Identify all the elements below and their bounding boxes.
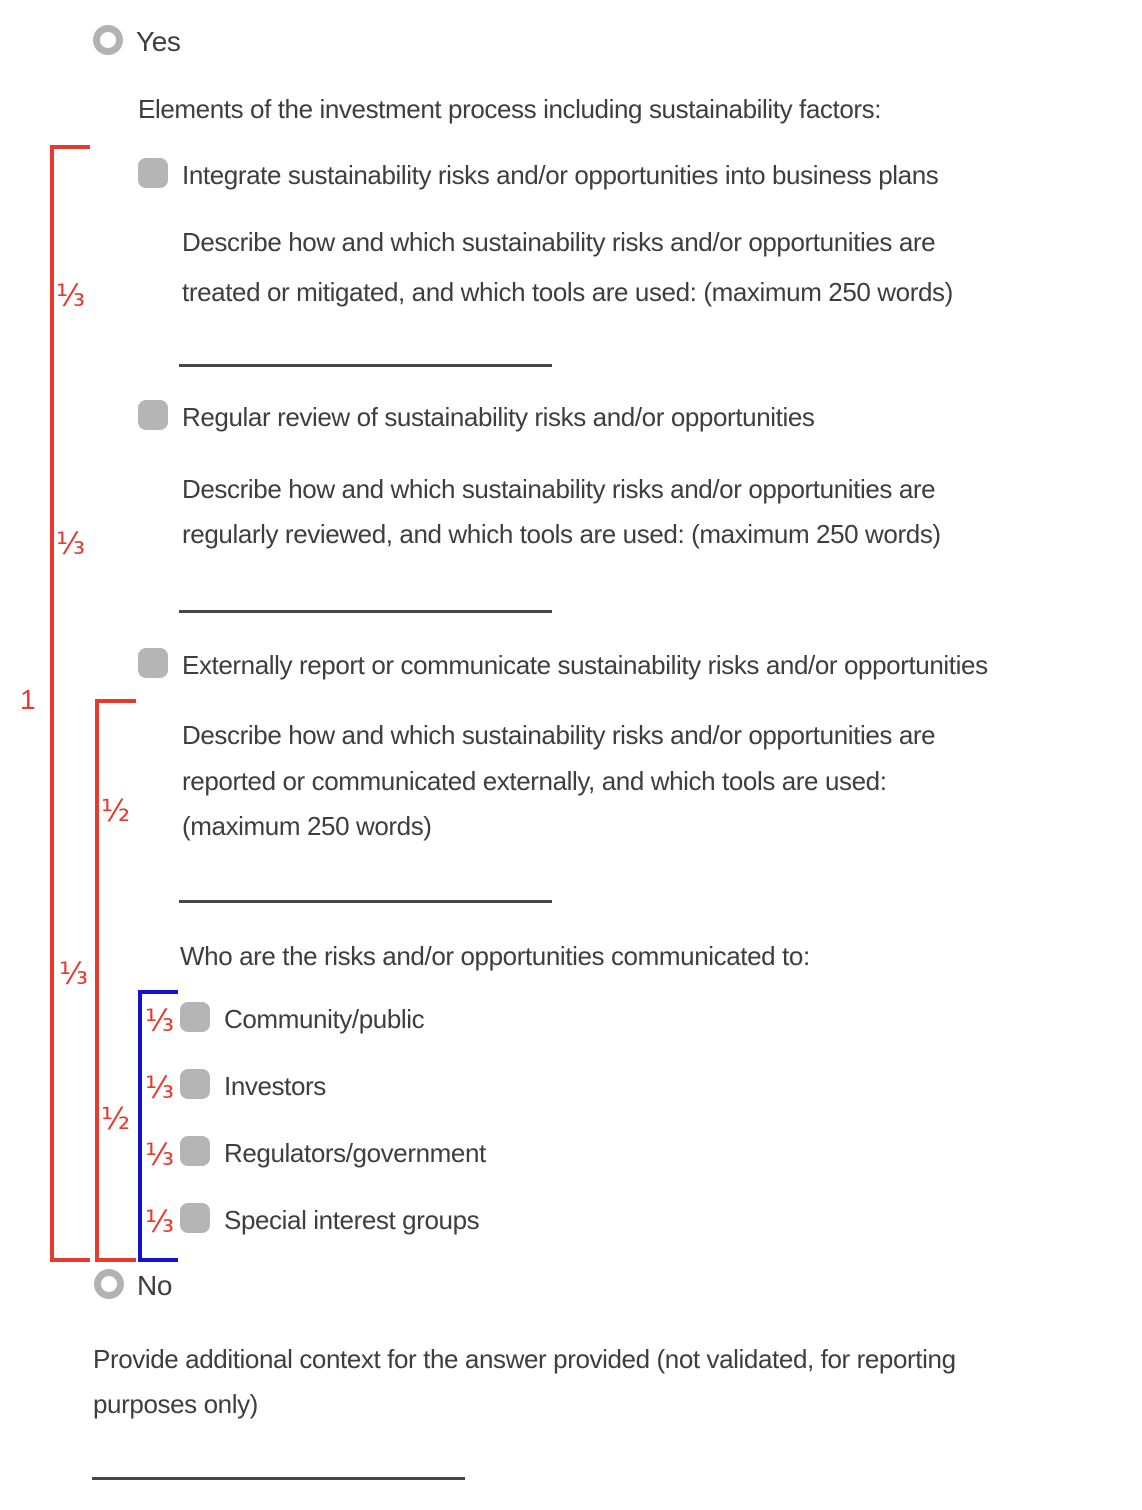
integrate-description-line-2: treated or mitigated, and which tools are used: (maximum 250 words) [182,277,953,307]
no-radio[interactable] [94,1269,124,1299]
checkbox-community-public[interactable] [180,1002,210,1032]
externally-report-description-line-2: reported or communicated externally, and which tools are used: [182,766,887,796]
checkbox-regulators-government-label: Regulators/government [224,1138,486,1168]
yes-radio-label: Yes [136,26,181,57]
externally-report-description-line-1: Describe how and which sustainability risks and/or opportunities are [182,720,936,750]
blue-bracket-line [138,990,142,1262]
externally-report-description-line-3: (maximum 250 words) [182,811,432,841]
checkbox-regular-review[interactable] [138,400,168,430]
additional-context-text-line-1: Provide additional context for the answer provided (not validated, for reporting [93,1344,956,1374]
checkbox-community-public-label: Community/public [224,1004,425,1034]
checkbox-investors[interactable] [180,1069,210,1099]
intro-text: Elements of the investment process including sustainability factors: [138,94,882,124]
checkbox-externally-report[interactable] [138,648,168,678]
regulators-weight-label: ⅓ [145,1138,175,1173]
checkbox-regulators-government[interactable] [180,1136,210,1166]
blue-bracket-top-arm [138,990,178,994]
checkbox-regular-review-label: Regular review of sustainability risks and/or opportunities [182,402,815,432]
outer-red-bracket-line [50,145,54,1262]
inner-red-bracket-bottom-arm [95,1258,136,1262]
who-question-text: Who are the risks and/or opportunities communicated to: [180,941,810,971]
regular-review-description-line-1: Describe how and which sustainability risks and/or opportunities are [182,474,936,504]
total-weight-label: 1 [20,684,36,715]
externally-report-weight-label: ⅓ [59,957,89,992]
checkbox-investors-label: Investors [224,1071,326,1101]
additional-context-input-underline[interactable] [92,1477,465,1480]
checkbox-special-interest-groups[interactable] [180,1203,210,1233]
investors-weight-label: ⅓ [145,1071,175,1106]
inner-red-bracket-top-arm [95,699,136,703]
community-weight-label: ⅓ [145,1004,175,1039]
regular-review-weight-label: ⅓ [56,527,86,562]
checkbox-integrate[interactable] [138,158,168,188]
regular-review-text-input-underline[interactable] [179,610,552,613]
who-weight-label: ½ [101,1102,131,1137]
blue-bracket-bottom-arm [138,1258,178,1262]
integrate-text-input-underline[interactable] [179,364,552,367]
checkbox-special-interest-groups-label: Special interest groups [224,1205,480,1235]
checkbox-externally-report-label: Externally report or communicate sustainability risks and/or opportunities [182,650,988,680]
outer-red-bracket-top-arm [50,145,90,149]
outer-red-bracket-bottom-arm [50,1258,90,1262]
checkbox-integrate-label: Integrate sustainability risks and/or opportunities into business plans [182,160,939,190]
no-radio-label: No [137,1270,172,1301]
regular-review-description-line-2: regularly reviewed, and which tools are used: (maximum 250 words) [182,519,941,549]
additional-context-text-line-2: purposes only) [93,1389,258,1419]
inner-red-bracket-line [95,699,99,1262]
integrate-description-line-1: Describe how and which sustainability risks and/or opportunities are [182,227,936,257]
describe-weight-label: ½ [101,794,131,829]
integrate-weight-label: ⅓ [56,279,86,314]
externally-report-text-input-underline[interactable] [179,900,552,903]
yes-radio[interactable] [93,25,123,55]
special-interest-weight-label: ⅓ [145,1205,175,1240]
